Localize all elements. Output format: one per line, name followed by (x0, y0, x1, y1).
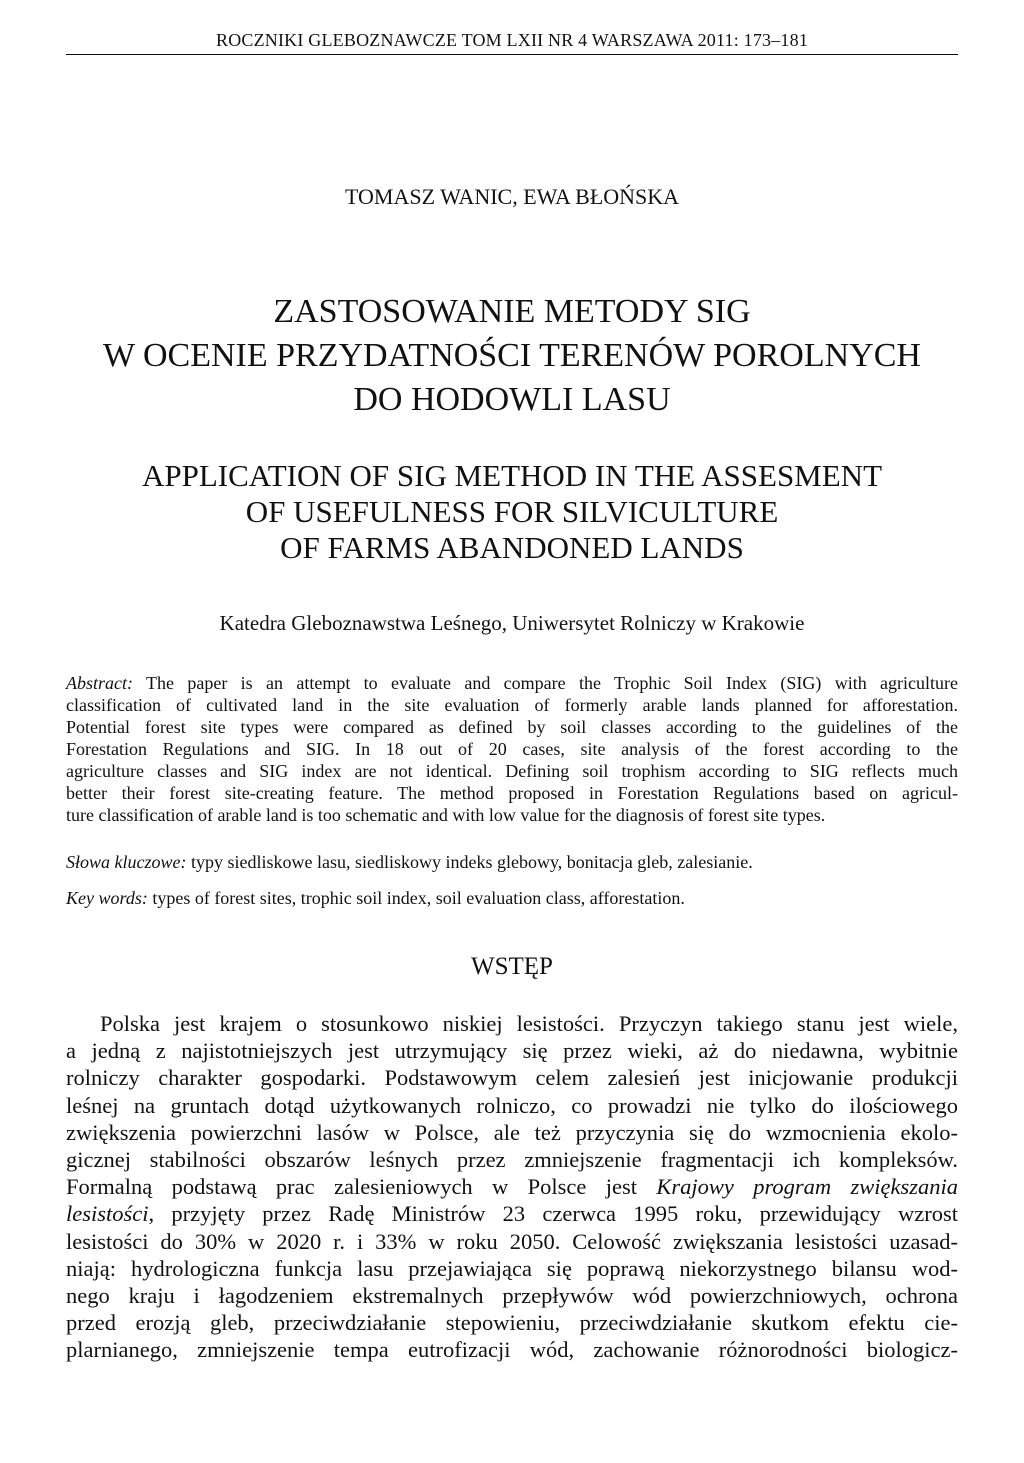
body-text: , przyjęty przez Radę Ministrów 23 czerwca 1995 roku, przewidujący wzrost (148, 1201, 958, 1227)
abstract-text: The paper is an attempt to evaluate and compare the Trophic Soil Index (SIG) with agriculture (146, 673, 958, 693)
affiliation: Katedra Gleboznawstwa Leśnego, Uniwersytet Rolniczy w Krakowie (219, 611, 805, 635)
body-line: przed erozją gleb, przeciwdziałanie stepowieniu, przeciwdziałanie skutkom efektu cie- (66, 1310, 958, 1336)
abstract-line: Potential forest site types were compared as defined by soil classes according to the guidelines of the (66, 717, 958, 737)
abstract-line (66, 672, 958, 694)
body-line (66, 1173, 958, 1200)
header-rule (66, 54, 958, 55)
body-line: nego kraju i łagodzeniem ekstremalnych przepływów wód powierzchniowych, ochrona (66, 1283, 958, 1309)
running-head: ROCZNIKI GLEBOZNAWCZE TOM LXII NR 4 WARSZAWA 2011: 173–181 (215, 30, 809, 50)
body-line (66, 1200, 958, 1227)
abstract-line: agriculture classes and SIG index are not identical. Defining soil trophism according to SIG reflects much (66, 761, 958, 781)
title-polish-line: W OCENIE PRZYDATNOŚCI TERENÓW POROLNYCH (103, 337, 921, 374)
body-line: leśnej na gruntach dotąd użytkowanych rolniczo, co prowadzi nie tylko do ilościowego (66, 1092, 958, 1118)
title-english-line: OF USEFULNESS FOR SILVICULTURE (245, 494, 779, 529)
abstract-line: Forestation Regulations and SIG. In 18 out of 20 cases, site analysis of the forest according to the (66, 739, 958, 759)
title-polish-line: ZASTOSOWANIE METODY SIG (273, 293, 751, 330)
keywords-polish-label: Słowa kluczowe: (66, 852, 187, 872)
body-line: niają: hydrologiczna funkcja lasu przejawiająca się poprawą niekorzystnego bilansu wod- (66, 1255, 958, 1281)
keywords-english-label: Key words: (66, 888, 148, 908)
title-english-line: OF FARMS ABANDONED LANDS (280, 530, 744, 565)
title-polish-line: DO HODOWLI LASU (353, 381, 671, 418)
body-line: lesistości do 30% w 2020 r. i 33% w roku 2050. Celowość zwiększania lesistości uzasad- (66, 1228, 958, 1254)
body-text: Formalną podstawą prac zalesieniowych w Polsce jest (66, 1174, 637, 1200)
keywords-english-text: types of forest sites, trophic soil index, soil evaluation class, afforestation. (152, 888, 685, 908)
body-line: zwiększenia powierzchni lasów w Polsce, ale też przyczynia się do wzmocnienia ekolo- (66, 1119, 958, 1145)
body-line: Polska jest krajem o stosunkowo niskiej lesistości. Przyczyn takiego stanu jest wiele, (100, 1011, 958, 1036)
abstract-label: Abstract: (66, 673, 133, 693)
keywords-polish (66, 852, 958, 873)
keywords-polish-text: typy siedliskowe lasu, siedliskowy indeks glebowy, bonitacja gleb, zalesianie. (190, 852, 753, 872)
abstract (66, 672, 958, 826)
abstract-line: ture classification of arable land is too schematic and with low value for the diagnosis of forest site types. (66, 805, 826, 825)
title-english (66, 458, 958, 566)
body-line: rolniczy charakter gospodarki. Podstawowym celem zalesień jest inicjowanie produkcji (66, 1065, 958, 1091)
title-polish (66, 290, 958, 422)
section-heading: WSTĘP (471, 953, 553, 980)
body-line: gicznej stabilności obszarów leśnych przez zmniejszenie fragmentacji ich kompleksów. (66, 1147, 958, 1173)
program-title: Krajowy program zwiększania (656, 1174, 959, 1200)
abstract-line: classification of cultivated land in the site evaluation of formerly arable lands planned for afforestation. (66, 695, 958, 715)
title-english-line: APPLICATION OF SIG METHOD IN THE ASSESMENT (141, 458, 883, 493)
body-paragraph (66, 1010, 958, 1364)
body-line: a jedną z najistotniejszych jest utrzymujący się przez wieki, aż do niedawna, wybitnie (66, 1038, 958, 1064)
abstract-line: better their forest site-creating feature. The method proposed in Forestation Regulations based on agricul- (66, 783, 958, 803)
body-line: plarnianego, zmniejszenie tempa eutrofizacji wód, zachowanie różnorodności biologicz- (66, 1337, 958, 1363)
keywords-english (66, 888, 958, 909)
program-title: lesistości (66, 1201, 149, 1227)
authors: TOMASZ WANIC, EWA BŁOŃSKA (344, 184, 680, 209)
